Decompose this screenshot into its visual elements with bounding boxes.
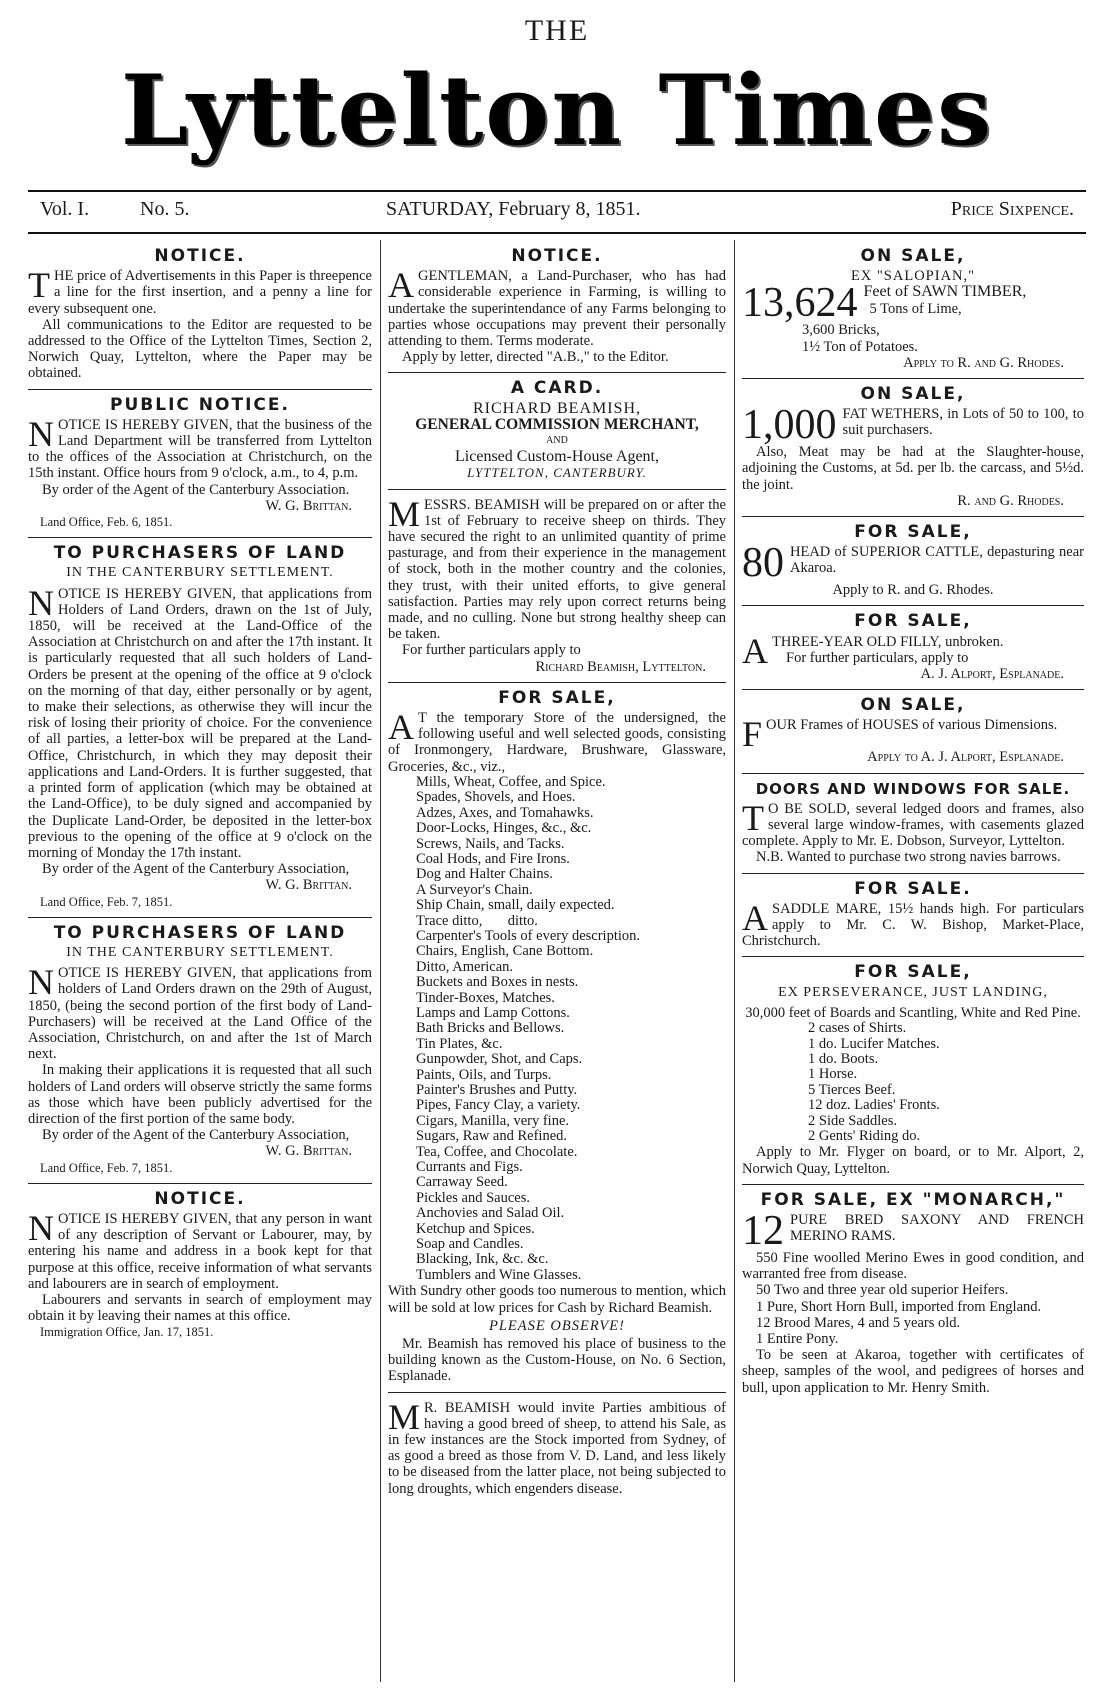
issue-info-bar: [40, 198, 1074, 224]
ad-text: HEAD of SUPERIOR CATTLE, depasturing near Akaroa.: [790, 544, 1084, 577]
drop-cap: A: [742, 897, 768, 938]
ad-subheading: EX PERSEVERANCE, JUST LANDING,: [778, 984, 1048, 1000]
ad-text: Apply to R. and G. Rhodes.: [832, 582, 994, 599]
ad-text: N.B. Wanted to purchase two strong navies barrows.: [756, 849, 1061, 866]
ad-notice-gentleman: [388, 248, 726, 365]
cargo-list: [742, 1021, 1084, 1144]
ad-public-notice: [28, 394, 372, 531]
ad-for-sale-filly: [742, 613, 1084, 682]
ad-heading: NOTICE.: [154, 246, 246, 266]
column-1: [28, 244, 372, 1680]
list-item: Mills, Wheat, Coffee, and Spice.: [416, 773, 606, 790]
signature: Apply to R. and G. Rhodes.: [903, 354, 1064, 371]
please-observe: PLEASE OBSERVE!: [489, 1317, 625, 1334]
ad-on-sale-houses: [742, 697, 1084, 765]
list-item: Currants and Figs.: [416, 1159, 523, 1176]
list-item: 5 Tierces Beef.: [808, 1081, 896, 1098]
ad-text: Labourers and servants in search of employment may obtain it by leaving their names at this office.: [28, 1291, 372, 1325]
list-item: 1 Horse.: [808, 1066, 858, 1083]
list-item: Trace ditto, ditto.: [416, 912, 538, 929]
ad-heading: TO PURCHASERS OF LAND: [53, 922, 347, 943]
ad-notice-advertisements: [28, 248, 372, 382]
large-number: 80: [742, 540, 784, 587]
signature: A. J. Alport, Esplanade.: [920, 666, 1064, 683]
ad-text: HE price of Advertisements in this Paper is threepence a line for the first insertion, and a penny a line for every subsequent one.: [28, 268, 372, 317]
ad-for-sale-mare: [742, 878, 1084, 950]
card-place: LYTTELTON, CANTERBURY.: [467, 465, 647, 481]
ad-text: O BE SOLD, several ledged doors and frames, also several large window-frames, with casements glazed complete. Apply to Mr. E. Dobson, Surveyor, Lyttelton.: [742, 800, 1084, 850]
ad-text: THREE-YEAR OLD FILLY, unbroken.: [772, 633, 1004, 650]
ad-heading: TO PURCHASERS OF LAND: [53, 543, 347, 564]
ad-for-sale-perseverance: [742, 964, 1084, 1176]
ad-heading: ON SALE,: [860, 695, 966, 716]
ad-heading: FOR SALE.: [854, 878, 972, 899]
ad-text: PURE BRED SAXONY AND FRENCH MERINO RAMS.: [790, 1211, 1084, 1245]
ad-text: Also, Meat may be had at the Slaughter-house, adjoining the Customs, at 5d. per lb. the carcass, and 5½d. the joint.: [742, 444, 1084, 493]
masthead-rule-top: [28, 190, 1086, 192]
large-number: 12: [742, 1207, 784, 1254]
dateline: Land Office, Feb. 7, 1851.: [40, 894, 173, 909]
goods-list: [388, 775, 726, 1283]
ad-for-sale-monarch: [742, 1189, 1084, 1396]
list-item: Pipes, Fancy Clay, a variety.: [416, 1097, 581, 1114]
ad-text: By order of the Agent of the Canterbury Association,: [42, 1127, 350, 1144]
column-2: [388, 244, 726, 1680]
ad-on-sale-wethers: [742, 386, 1084, 509]
list-item: Sugars, Raw and Refined.: [416, 1128, 568, 1145]
list-item: Adzes, Axes, and Tomahawks.: [416, 804, 594, 821]
price: Price Sixpence.: [950, 198, 1074, 220]
signature: W. G. Brittan.: [265, 497, 352, 514]
ad-purchasers-of-land-2: [28, 922, 372, 1176]
drop-cap: T: [742, 797, 764, 838]
divider: [742, 378, 1084, 379]
list-item: Gunpowder, Shot, and Caps.: [416, 1051, 583, 1068]
ad-text: 5 Tons of Lime,: [869, 300, 962, 317]
ad-text: Apply to Mr. Flyger on board, or to Mr. Alport, 2, Norwich Quay, Lyttelton.: [742, 1144, 1084, 1177]
ad-text: ESSRS. BEAMISH will be prepared on or after the 1st of February to receive sheep on thirds. They have secured the right to an unlimited quantity of prime pasturage, and from their experience in the management of stock, both in the mother country and the colonies, they trust, with their united efforts, to give general satisfaction. Parties may rely upon correct returns being made, and no culling. None but strong healthy sheep can be taken.: [388, 496, 726, 643]
list-item: Soap and Candles.: [416, 1236, 524, 1253]
ad-text: OTICE IS HEREBY GIVEN, that any person in want of any description of Servant or Labourer, may, by entering his name and address in a book kept for that purpose at this office, receive information of what servants and labourers are in search of employment.: [28, 1210, 372, 1292]
ad-heading: ON SALE,: [860, 246, 966, 266]
ad-text: By order of the Agent of the Canterbury Association.: [42, 481, 350, 498]
ad-heading: FOR SALE, EX "MONARCH,": [760, 1189, 1066, 1210]
list-item: Spades, Shovels, and Hoes.: [416, 789, 576, 806]
list-item: 2 Gents' Riding do.: [808, 1127, 921, 1144]
masthead-rule-bottom: [28, 232, 1086, 234]
ad-text: 3,600 Bricks,: [802, 322, 880, 339]
ad-heading: NOTICE.: [154, 1188, 246, 1209]
divider: [742, 689, 1084, 690]
divider: [742, 873, 1084, 874]
ad-purchasers-of-land-1: [28, 545, 372, 909]
list-item: Tea, Coffee, and Chocolate.: [416, 1143, 578, 1160]
ad-doors-windows: [742, 781, 1084, 866]
ad-mr-beamish-sheep: [388, 1396, 726, 1497]
list-item: 2 cases of Shirts.: [808, 1020, 907, 1037]
column-rule-2: [734, 240, 735, 1682]
ad-text: OTICE IS HEREBY GIVEN, that the business of the Land Department will be transferred from Lyttelton to the offices of the Association at Christchurch, on the 15th instant. Office hours from 9 o'clock, a.m., to 4, p.m.: [28, 416, 372, 482]
list-item: 12 doz. Ladies' Fronts.: [808, 1097, 940, 1114]
list-item: 2 Side Saddles.: [808, 1112, 898, 1129]
list-item: Lamps and Lamp Cottons.: [416, 1004, 570, 1021]
divider: [742, 516, 1084, 517]
ad-card-beamish: [388, 380, 726, 481]
ad-heading: NOTICE.: [511, 246, 603, 266]
ad-heading: DOORS AND WINDOWS FOR SALE.: [755, 779, 1071, 798]
ad-text: All communications to the Editor are requested to be addressed to the Office of the Lyttelton Times, Section 2, Norwich Quay, Lyttelton, where the Paper may be obtained.: [28, 316, 372, 382]
list-item: Coal Hods, and Fire Irons.: [416, 850, 570, 867]
list-item: A Surveyor's Chain.: [416, 881, 533, 898]
list-item: Cigars, Manilla, very fine.: [416, 1112, 570, 1129]
issue-number: No. 5.: [140, 198, 190, 220]
list-item: Carpenter's Tools of every description.: [416, 927, 641, 944]
dateline: Immigration Office, Jan. 17, 1851.: [40, 1325, 214, 1340]
divider: [388, 372, 726, 373]
ad-text: T the temporary Store of the undersigned, the following useful and well selected goods, consisting of Ironmongery, Hardware, Brushware, Glassware, Groceries, &c., viz.,: [388, 710, 726, 775]
list-item: Tinder-Boxes, Matches.: [416, 989, 555, 1006]
signature: Richard Beamish, Lyttelton.: [535, 658, 706, 675]
masthead: [0, 0, 1114, 190]
ad-heading: FOR SALE,: [498, 687, 616, 708]
signature: R. and G. Rhodes.: [957, 492, 1064, 509]
drop-cap: N: [28, 962, 54, 1003]
dateline: Land Office, Feb. 7, 1851.: [40, 1160, 173, 1175]
ad-text: GENTLEMAN, a Land-Purchaser, who has had considerable experience in Farming, is willing to undertake the superintendance of any Farms belonging to parties whose occupations may prevent their personally attending to them. Terms moderate.: [388, 268, 726, 350]
ad-text: For further particulars, apply to: [786, 649, 969, 666]
divider: [28, 537, 372, 538]
divider: [388, 682, 726, 683]
divider: [28, 389, 372, 390]
list-item: Chairs, English, Cane Bottom.: [416, 943, 594, 960]
ad-text: To be seen at Akaroa, together with certificates of sheep, samples of the wool, and pedigrees of horses and bull, upon application to Mr. Henry Smith.: [742, 1347, 1084, 1396]
list-item: Ditto, American.: [416, 958, 514, 975]
drop-cap: M: [388, 1396, 421, 1437]
card-name: RICHARD BEAMISH,: [472, 399, 641, 417]
volume: Vol. I.: [40, 198, 90, 220]
drop-cap: T: [28, 265, 50, 306]
signature: W. G. Brittan.: [265, 1143, 352, 1160]
ad-text: OTICE IS HEREBY GIVEN, that applications from holders of Land Orders drawn on the 29th of August, 1850, (being the second portion of the first body of Land-Purchasers) will be received at the Land Office of the Association, Christchurch, on and after the 1st of March next.: [28, 965, 372, 1063]
drop-cap: N: [28, 1207, 54, 1248]
dateline: Land Office, Feb. 6, 1851.: [40, 515, 173, 530]
ad-text: 1 Entire Pony.: [756, 1330, 839, 1347]
ad-text: 30,000 feet of Boards and Scantling, White and Red Pine.: [745, 1004, 1081, 1021]
ad-text: Mr. Beamish has removed his place of business to the building known as the Custom-House, on No. 6 Section, Esplanade.: [388, 1335, 726, 1385]
ad-for-sale-cattle: [742, 524, 1084, 598]
drop-cap: N: [28, 413, 54, 454]
drop-cap: N: [28, 582, 54, 623]
ad-heading: A CARD.: [510, 378, 604, 399]
list-item: Door-Locks, Hinges, &c., &c.: [416, 820, 592, 837]
ad-text: R. BEAMISH would invite Parties ambitious of having a good breed of sheep, to attend his Sale, as in few instances are the Stock imported from Sydney, of as good a breed as those from V. D. Land, and less likely to be diseased from the latter place, not being subjected to long droughts, which engenders disease.: [388, 1399, 726, 1497]
list-item: 1 do. Boots.: [808, 1050, 879, 1067]
drop-cap: A: [388, 265, 414, 306]
ad-subheading: IN THE CANTERBURY SETTLEMENT.: [66, 565, 334, 581]
signature: W. G. Brittan.: [265, 877, 352, 894]
ad-heading: PUBLIC NOTICE.: [110, 394, 290, 415]
list-item: Bath Bricks and Bellows.: [416, 1020, 565, 1037]
list-item: Carraway Seed.: [416, 1174, 508, 1191]
list-item: Dog and Halter Chains.: [416, 866, 553, 883]
ad-heading: FOR SALE,: [854, 522, 972, 543]
drop-cap: A: [388, 707, 414, 748]
ad-text: 1 Pure, Short Horn Bull, imported from England.: [756, 1298, 1042, 1315]
divider: [388, 1392, 726, 1393]
list-item: Tumblers and Wine Glasses.: [416, 1266, 582, 1283]
divider: [28, 1183, 372, 1184]
masthead-the: THE: [524, 14, 590, 47]
signature: Apply to A. J. Alport, Esplanade.: [867, 749, 1064, 766]
ad-text: In making their applications it is requested that all such holders of Land orders will observe strictly the same forms as those which have been publicly advertised for the direction of the first portion of the same body.: [28, 1062, 372, 1127]
ad-text: FAT WETHERS, in Lots of 50 to 100, to suit purchasers.: [842, 406, 1084, 439]
large-number: 1,000: [742, 402, 837, 449]
ad-heading: FOR SALE,: [854, 962, 972, 983]
issue-date: SATURDAY, February 8, 1851.: [386, 198, 641, 220]
divider: [742, 773, 1084, 774]
list-item: Screws, Nails, and Tacks.: [416, 835, 565, 852]
column-rule-1: [380, 240, 381, 1682]
drop-cap: M: [388, 493, 421, 534]
ad-text: By order of the Agent of the Canterbury Association,: [42, 861, 350, 878]
list-item: Anchovies and Salad Oil.: [416, 1205, 565, 1222]
large-number: 13,624: [742, 280, 858, 327]
ad-on-sale-salopian: [742, 248, 1084, 371]
ad-messrs-beamish: [388, 493, 726, 675]
divider: [742, 605, 1084, 606]
ad-text: Apply by letter, directed "A.B.," to the Editor.: [402, 349, 669, 366]
list-item: Paints, Oils, and Turps.: [416, 1066, 552, 1083]
list-item: Ketchup and Spices.: [416, 1220, 535, 1237]
ad-subheading: EX "SALOPIAN,": [850, 268, 976, 285]
ad-heading: FOR SALE,: [854, 611, 972, 632]
newspaper-title: Lyttelton Times: [120, 54, 994, 167]
drop-cap: A: [742, 630, 768, 671]
list-item: Blacking, Ink, &c. &c.: [416, 1251, 549, 1268]
ad-text: With Sundry other goods too numerous to mention, which will be sold at low prices for Cash by Richard Beamish.: [388, 1283, 726, 1316]
divider: [742, 1184, 1084, 1185]
divider: [742, 956, 1084, 957]
list-item: Pickles and Sauces.: [416, 1189, 530, 1206]
divider: [28, 917, 372, 918]
ad-text: 12 Brood Mares, 4 and 5 years old.: [756, 1314, 961, 1331]
divider: [388, 489, 726, 490]
ad-for-sale-store: [388, 687, 726, 1385]
drop-cap: F: [742, 714, 763, 755]
ad-heading: ON SALE,: [860, 384, 966, 405]
ad-text: For further particulars apply to: [402, 642, 581, 659]
ad-subheading: IN THE CANTERBURY SETTLEMENT.: [66, 944, 334, 960]
ad-text: 1½ Ton of Potatoes.: [802, 338, 918, 355]
card-and: AND: [546, 435, 568, 447]
list-item: Tin Plates, &c.: [416, 1035, 503, 1052]
list-item: 1 do. Lucifer Matches.: [808, 1035, 940, 1052]
list-item: Buckets and Boxes in nests.: [416, 974, 579, 991]
card-title: GENERAL COMMISSION MERCHANT,: [415, 415, 699, 433]
ad-text: OUR Frames of HOUSES of various Dimensions.: [766, 717, 1058, 734]
list-item: Ship Chain, small, daily expected.: [416, 897, 615, 914]
card-agent: Licensed Custom-House Agent,: [455, 448, 659, 466]
list-item: Painter's Brushes and Putty.: [416, 1082, 578, 1099]
ad-text: SADDLE MARE, 15½ hands high. For particulars apply to Mr. C. W. Bishop, Market-Place, Christchurch.: [742, 900, 1084, 950]
ad-text: 550 Fine woolled Merino Ewes in good condition, and warranted free from disease.: [742, 1249, 1084, 1283]
ad-text: 50 Two and three year old superior Heifers.: [756, 1282, 1009, 1299]
ad-notice-servants: [28, 1188, 372, 1341]
column-3: [742, 244, 1084, 1680]
ad-text: OTICE IS HEREBY GIVEN, that applications from Holders of Land Orders, drawn on the 1st of July, 1850, will be received at the Land-Office of the Association at Christchurch on and after the 17th instant. It is particularly requested that all such holders of Land-Orders be present at the opening of the office at 9 o'clock on the morning of that day, either personally or by agent, to make their selections, as otherwise they will incur the risk of losing their priority of choice. For the convenience of all parties, a letter-box will be prepared at the Land-Office, Christchurch, in which they may deposit their applications and Land-Orders. It is further suggested, that a printed form of application (which may be obtained at the Land-Office), to be duly signed and accompanied by the Duplicate Land-Order, be deposited in the letter-box previous to the opening of the office at 9 o'clock on the morning of Monday the 17th instant.: [28, 585, 372, 861]
ad-text: Feet of SAWN TIMBER,: [863, 283, 1027, 301]
